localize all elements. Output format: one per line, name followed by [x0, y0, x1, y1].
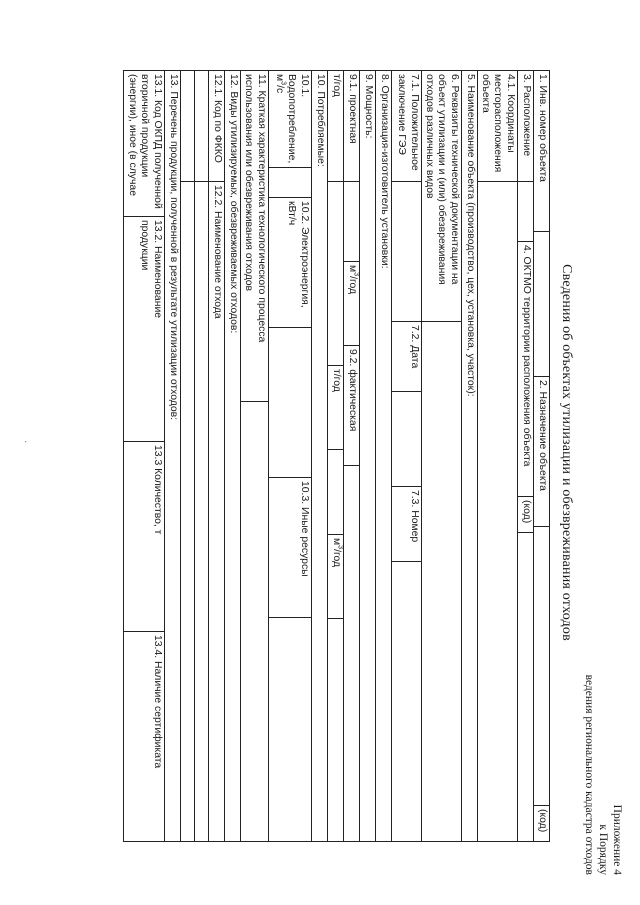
technology-label — [241, 71, 268, 401]
form-row-12 — [269, 71, 312, 841]
form-row-8 — [360, 71, 376, 841]
technology-label-line-2: использования или обезвреживания отходов — [243, 74, 255, 292]
form-row-13 — [241, 71, 269, 841]
form-row-3 — [478, 71, 518, 841]
form-row-14 — [225, 71, 241, 841]
okpd-code-label — [124, 71, 164, 216]
unit-m3-rest: /год — [347, 276, 358, 295]
document-title: Сведения об объектах утилизации и обезвреживания отходов — [559, 264, 574, 641]
form-row-7 — [376, 71, 392, 841]
form-row-9 — [344, 71, 360, 841]
purpose-label: 2. Назначение объекта — [534, 376, 549, 526]
technology-field[interactable] — [241, 401, 268, 841]
unit-m3-rest-2: /год — [331, 549, 342, 568]
location-label: 3. Расположение — [521, 74, 532, 157]
consumed-label: 10. Потребляемые: — [315, 74, 326, 167]
fkko-code-label: 12.1. Код по ФККО — [212, 74, 223, 163]
design-capacity-t-field[interactable] — [328, 181, 343, 365]
gee-date-field[interactable] — [392, 391, 421, 486]
tech-docs-label-line-2: объект утилизации и (или) обезвреживания — [436, 74, 448, 285]
water-unit-rest: /с — [274, 85, 285, 94]
tech-docs-label — [422, 71, 461, 321]
actual-capacity-unit-m3 — [328, 534, 343, 618]
appendix-line-1: Приложение 4 — [611, 804, 623, 875]
tech-docs-label-line-3: отходов различных видов — [424, 74, 435, 199]
electricity-field[interactable] — [269, 327, 311, 477]
actual-capacity-field[interactable] — [344, 465, 359, 841]
waste-name-label: 12.2. Наименование отхода — [209, 181, 224, 841]
technology-label-line-1: 11. Краткая характеристика технологического процесса — [256, 74, 267, 343]
water-unit-sup: 3 — [279, 81, 287, 86]
page-mark: · — [19, 440, 30, 444]
tech-docs-label-line-1: 6. Реквизиты технической документации на — [449, 74, 460, 285]
form-row-18 — [165, 71, 181, 841]
quantity-label: 13.3 Количество, т — [124, 441, 164, 631]
products-label: 13. Перечень продукции, полученной в результате утилизации отходов: — [168, 74, 179, 421]
electricity-label-line-2: кВт/ч — [286, 201, 298, 226]
electricity-label — [269, 197, 311, 327]
coordinates-label-line-3: объекта — [480, 74, 491, 113]
purpose-field[interactable] — [534, 526, 549, 805]
unit-m3-sup-2: 3 — [336, 545, 344, 550]
facility-name-label: 5. Наименование объекта (производство, цех, установка, участок): — [465, 74, 476, 397]
waste-types-label: 12. Виды утилизируемых, обезвреживаемых отходов: — [228, 74, 239, 334]
gee-label-line-1: 7.1. Положительное — [409, 74, 420, 171]
design-capacity-unit-t: т/год — [331, 74, 342, 97]
gee-field[interactable] — [392, 181, 421, 321]
unit-m3-sup: 3 — [352, 272, 360, 277]
gee-number-label: 7.3. Номер — [392, 486, 421, 561]
waste-entry-row-1 — [195, 71, 209, 841]
form-row-2 — [518, 71, 534, 841]
waste-entry-row-2 — [181, 71, 195, 841]
waste-name-field-1[interactable] — [195, 181, 208, 841]
facility-form — [123, 70, 550, 842]
design-capacity-label: 9.1. проектная — [347, 74, 358, 144]
unit-m3-base: м — [347, 265, 358, 273]
form-row-19 — [124, 71, 165, 841]
coordinates-label-line-1: 4.1. Координаты — [505, 74, 516, 153]
appendix-note — [582, 575, 624, 875]
unit-m3-base-2: м — [331, 538, 342, 546]
water-label-line-2: Водопотребление, — [286, 74, 298, 164]
product-name-label — [124, 216, 164, 441]
waste-name-field-2[interactable] — [181, 181, 194, 841]
gee-label-line-2: заключение ГЭЭ — [396, 74, 408, 155]
form-row-10 — [328, 71, 344, 841]
tech-docs-field[interactable] — [422, 321, 461, 841]
gee-label — [392, 71, 421, 181]
gee-date-label: 7.2. Дата — [392, 321, 421, 391]
location-field[interactable] — [518, 181, 533, 241]
water-field[interactable] — [269, 167, 311, 197]
actual-capacity-unit-t: т/год — [328, 365, 343, 449]
product-name-label-line-1: 13.2. Наименование — [152, 220, 163, 319]
form-row-15 — [209, 71, 225, 841]
electricity-label-line-1: 10.2. Электроэнергия, — [299, 201, 310, 308]
purpose-code-label: (код) — [534, 805, 549, 841]
fkko-code-field-1[interactable] — [195, 71, 208, 181]
design-capacity-field[interactable] — [344, 181, 359, 261]
okpd-code-label-line-1: 13.1. Код ОКПД полученной — [152, 74, 163, 209]
actual-capacity-label: 9.2. фактическая — [344, 345, 359, 465]
manufacturer-label: 8. Организация-изготовитель установки: — [379, 74, 390, 269]
coordinates-label — [478, 71, 517, 181]
product-name-label-line-2: продукции — [139, 220, 151, 271]
form-row-5 — [422, 71, 462, 841]
fkko-code-field-2[interactable] — [181, 71, 194, 181]
okpd-code-label-line-2: вторичной продукции — [139, 74, 151, 178]
form-row-6 — [392, 71, 422, 841]
oktmo-field[interactable] — [518, 532, 533, 841]
okpd-code-label-line-3: (энергии), иное (в случае — [127, 74, 138, 196]
water-unit-base: м — [274, 74, 285, 82]
inventory-number-label: 1. Инв. номер объекта — [537, 74, 548, 182]
form-row-1 — [534, 71, 549, 841]
coordinates-field[interactable] — [478, 181, 517, 841]
water-unit — [273, 74, 286, 164]
capacity-label: 9. Мощность: — [363, 74, 374, 139]
other-resources-label: 10.3. Иные ресурсы — [269, 477, 311, 617]
actual-capacity-t-field[interactable] — [328, 449, 343, 534]
form-row-11 — [312, 71, 328, 841]
appendix-line-3: ведения регионального кадастра отходов — [583, 674, 595, 875]
actual-capacity-m3-field[interactable] — [328, 618, 343, 841]
appendix-line-2: к Порядку — [597, 824, 609, 875]
certificate-label: 13.4. Наличие сертификата — [124, 631, 164, 841]
water-label-line-1: 10.1. — [299, 74, 310, 98]
coordinates-label-line-2: месторасположения — [492, 74, 504, 173]
other-resources-field[interactable] — [269, 617, 311, 841]
design-capacity-unit — [344, 261, 359, 345]
water-label — [269, 71, 311, 167]
oktmo-label: 4. ОКТМО территории расположения объекта — [518, 241, 533, 496]
oktmo-code-label: (код) — [518, 496, 533, 532]
inventory-number-field[interactable] — [534, 231, 549, 376]
gee-number-field[interactable] — [392, 561, 421, 841]
form-row-4 — [462, 71, 478, 841]
